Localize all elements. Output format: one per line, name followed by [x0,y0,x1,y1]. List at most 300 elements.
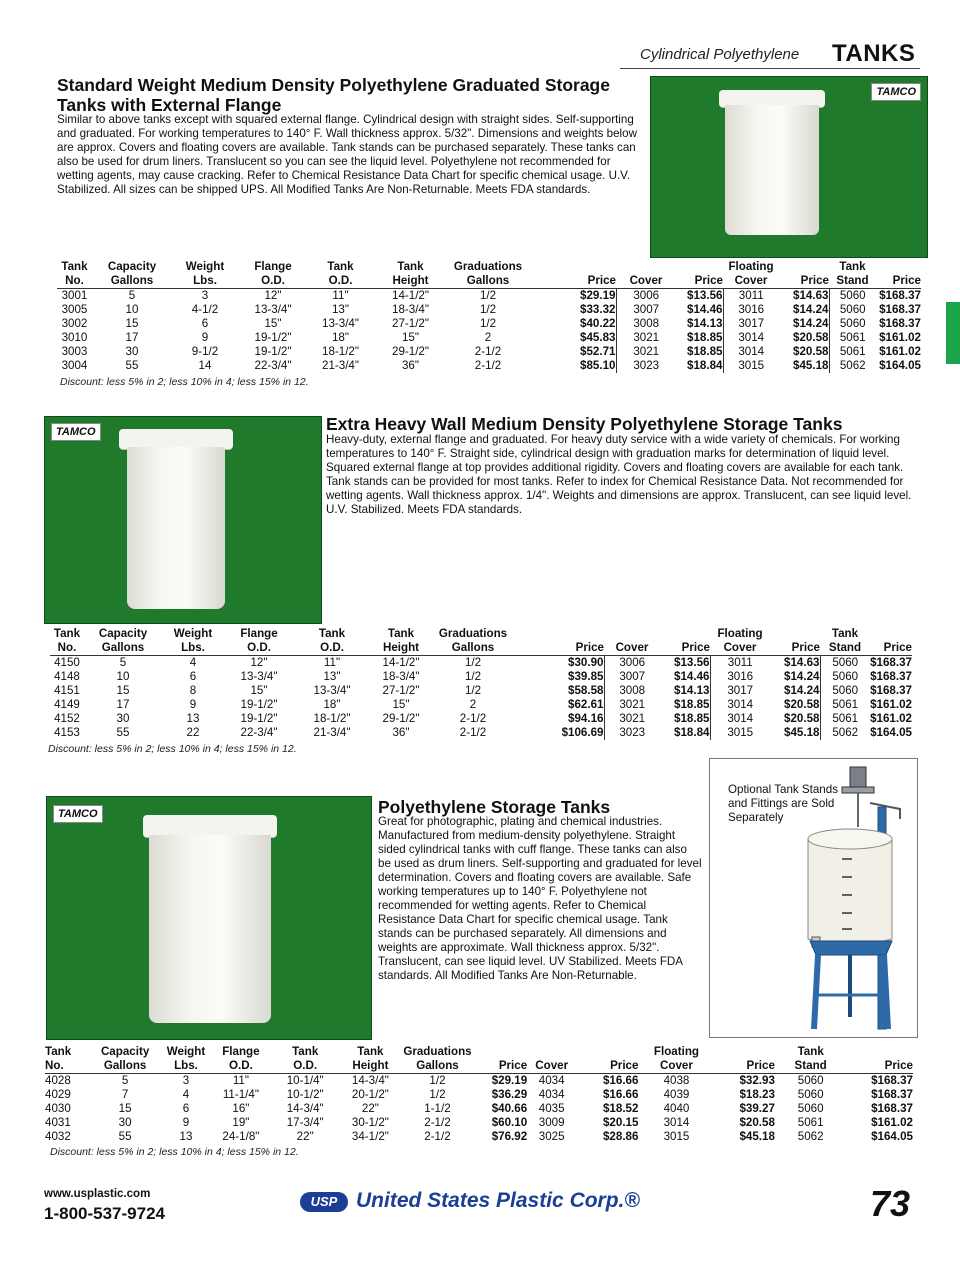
table-cell: 5060 [820,670,870,684]
table-cell: 2-1/2 [424,1116,451,1129]
table-cell: 20-1/2" [351,1088,389,1101]
table-cell: $161.02 [871,1116,913,1129]
col-header: Tank [839,260,866,273]
col-header: Lbs. [172,274,238,289]
table-cell: 3006 [616,289,676,304]
table-cell: 5060 [829,289,876,304]
table-cell: $161.02 [879,345,921,358]
table-cell: 3007 [616,303,676,317]
section3-table-body [45,1074,913,1145]
table-cell: 3025 [538,1130,565,1143]
section3-title: Polyethylene Storage Tanks [378,797,611,817]
tank-lid [119,429,233,449]
table-cell: 2-1/2 [474,359,502,372]
table-cell: 22" [296,1130,314,1143]
col-header: Tank [797,1045,824,1058]
table-cell: 3 [182,1074,190,1087]
table-cell: $168.37 [879,303,921,316]
table-cell: $60.10 [491,1116,528,1129]
tank-lid [143,815,277,837]
table-cell: 3002 [61,317,88,330]
table-cell: 3005 [61,303,88,316]
col-header: Lbs. [162,1059,209,1074]
table-cell: $58.58 [568,684,604,697]
table-cell: 3006 [604,656,660,671]
table-cell: 14-3/4" [286,1102,324,1115]
table-cell: 4029 [45,1088,71,1101]
table-cell: $14.46 [674,670,710,683]
table-cell: 19-1/2" [240,712,278,725]
table-cell: $164.05 [871,1130,913,1143]
col-header: Tank [45,1045,72,1058]
table-cell: $20.58 [793,345,829,358]
table-cell: 21-3/4" [313,726,351,739]
table-cell: 9 [189,698,197,711]
col-header: Stand [820,641,870,656]
col-header: Flange [240,627,278,640]
table-cell: 36" [401,359,419,372]
col-header: Stand [775,1059,847,1074]
table-cell: 3021 [616,331,676,345]
section2-table [50,627,912,740]
section2-product-photo [44,416,322,624]
section1-title-line2: Tanks with External Flange [57,95,282,115]
table-cell: $168.37 [871,1074,913,1087]
table-cell: $168.37 [871,1102,913,1115]
table-cell: 30-1/2" [351,1116,389,1129]
tamco-logo: TAMCO [53,805,103,823]
col-header: O.D. [294,641,370,656]
col-header: No. [45,1059,88,1074]
table-cell: 4040 [663,1102,690,1115]
section2-title: Extra Heavy Wall Medium Density Polyethylene Storage Tanks [326,414,843,434]
col-header: Tank [318,627,346,640]
header-subtitle: Cylindrical Polyethylene [640,46,800,63]
table-cell: $16.66 [602,1088,639,1101]
table-cell: 12" [250,656,268,669]
table-cell: 3008 [604,684,660,698]
section3-description: Great for photographic, plating and chemical industries. Manufactured from medium-density polyethylene. Straight sided cylindrical tanks with cuff flange. These tanks can also be used as drum liners. Self-supporting and graduated for level determination. Covers and floating covers are available. Safe working temperatures up to 140° F. Polyethylene not recommended for wetting agents. Refer to Chemical Resistance Data Chart for specific chemical usage. Tank stands can be purchased separately. All dimensions and weights are approximate. Wall thickness approx. 5/32". Translucent, can see liquid level. UV Stabilized. Meets FDA standards. All Modified Tanks Are Non-Returnable. [378,815,702,982]
table-cell: 15" [264,317,282,330]
table-cell: 13 [179,1130,193,1143]
table-row [57,331,921,345]
col-header: Cover [604,641,660,656]
table-cell: 14-3/4" [351,1074,389,1087]
col-header: Price [714,1059,774,1074]
table-cell: $45.18 [784,726,820,739]
tamco-logo: TAMCO [51,423,101,441]
table-cell: 4151 [54,684,80,697]
table-cell: 30 [118,1116,132,1129]
table-cell: 1/2 [479,289,497,302]
table-cell: 3008 [616,317,676,331]
col-header: Cover [616,274,676,289]
usp-logo-text: USP [310,1194,338,1209]
table-cell: $40.22 [580,317,616,330]
table-cell: 2 [469,698,477,711]
table-cell: 4148 [54,670,80,683]
table-cell: 5060 [829,303,876,317]
table-cell: 9 [201,331,209,344]
tank-stand-drawing [710,759,915,1035]
table-header-row2 [45,1059,913,1074]
table-cell: $45.18 [793,359,829,372]
section1-description: Similar to above tanks except with squared external flange. Cylindrical design with straight sides. Self-supporting and graduated. For working temperatures to 140° F. Wall thickness approx. 5/32". Dimensions and weights below are approx. Covers and floating covers are available. Tank stands can be purchased separately. These tanks can also be used for drum liners. Translucent so you can see the liquid level. Polyethylene not recommended for wetting agents, may cause cracking. Refer to Chemical Resistance Data Chart for specific chemical usage. U.V. Stabilized. All sizes can be shipped UPS. All Modified Tanks Are Non-Returnable. Meets FDA standards. [57,113,637,196]
col-header: Price [870,641,912,656]
table-cell: 16" [232,1102,250,1115]
table-cell: 5 [121,1074,129,1087]
table-cell: $168.37 [879,289,921,302]
col-header: Floating [728,260,774,273]
table-cell: $168.37 [870,656,912,669]
table-cell: 55 [116,726,130,739]
table-cell: 29-1/2" [382,712,420,725]
table-cell: 10 [116,670,130,683]
table-cell: 27-1/2" [392,317,429,330]
table-cell: $13.56 [674,656,710,669]
col-header: Height [373,274,448,289]
table-row [57,345,921,359]
table-cell: 4153 [54,726,80,739]
col-header: Gallons [88,1059,162,1074]
table-cell: $18.85 [687,331,723,344]
table-row [45,1130,913,1144]
table-cell: 18" [331,331,349,344]
tamco-logo: TAMCO [871,83,921,101]
col-header: Price [846,1059,913,1074]
table-cell: 15 [125,317,139,330]
section1-discount: Discount: less 5% in 2; less 10% in 4; less 15% in 12. [60,376,309,388]
header-rule [620,68,920,69]
table-cell: $161.02 [879,331,921,344]
section2-table-body [50,656,912,741]
table-cell: 18-3/4" [382,670,420,683]
usp-logo [300,1192,348,1212]
table-cell: 18-3/4" [392,303,429,316]
table-cell: $39.85 [568,670,604,683]
table-cell: 2-1/2 [459,712,487,725]
table-cell: $14.24 [793,303,829,316]
table-cell: 15" [250,684,268,697]
table-cell: 55 [118,1130,132,1143]
table-cell: 4031 [45,1116,71,1129]
table-cell: 1-1/2 [424,1102,451,1115]
table-cell: 4149 [54,698,80,711]
table-cell: 4028 [45,1074,71,1087]
table-cell: 15" [401,331,419,344]
table-row [50,712,912,726]
table-cell: 30 [116,712,130,725]
table-cell: 3003 [61,345,88,358]
col-header: Price [676,274,723,289]
table-cell: 13-3/4" [240,670,278,683]
table-cell: 3014 [723,331,779,345]
table-cell: 13-3/4" [254,303,292,316]
col-header: Floating [717,627,763,640]
table-cell: 15" [392,698,410,711]
table-header-row1 [45,1045,913,1059]
section1-title [57,75,647,115]
table-cell: 3021 [604,698,660,712]
table-cell: 4038 [663,1074,690,1087]
table-cell: 4-1/2 [191,303,219,316]
page-number: 73 [870,1183,911,1224]
col-header: Graduations [403,1045,472,1058]
table-cell: 17 [125,331,139,344]
table-cell: $161.02 [870,698,912,711]
tank-body [127,447,225,609]
table-cell: 3023 [604,726,660,740]
col-header: Price [660,641,710,656]
table-cell: $85.10 [580,359,616,372]
table-cell: $16.66 [602,1074,639,1087]
table-cell: 5060 [797,1102,824,1115]
table-cell: $18.84 [687,359,723,372]
table-cell: 18-1/2" [313,712,351,725]
table-header-row1 [57,260,921,274]
col-header: No. [50,641,84,656]
table-cell: 12" [264,289,282,302]
col-header: O.D. [308,274,373,289]
table-cell: 4 [189,656,197,669]
table-cell: 3021 [616,345,676,359]
table-cell: 4150 [54,656,80,669]
table-cell: 2 [484,331,492,344]
table-cell: $62.61 [568,698,604,711]
table-cell: 3011 [710,656,770,671]
table-cell: 27-1/2" [382,684,420,697]
table-cell: $76.92 [491,1130,528,1143]
table-row [50,656,912,671]
col-header: O.D. [272,1059,338,1074]
col-header: Stand [829,274,876,289]
section1-table [57,260,921,373]
table-cell: 22 [186,726,200,739]
col-header: Height [338,1059,402,1074]
table-cell: $36.29 [491,1088,528,1101]
table-row [45,1102,913,1116]
col-header: Cover [710,641,770,656]
table-cell: 5060 [797,1088,824,1101]
col-header: Price [472,1059,527,1074]
table-cell: 13" [323,670,341,683]
table-cell: 13 [186,712,200,725]
table-cell: 11" [323,656,341,669]
col-header: No. [57,274,92,289]
table-cell: 5062 [797,1130,824,1143]
table-cell: $14.13 [674,684,710,697]
table-cell: 13" [331,303,349,316]
table-cell: $14.63 [784,656,820,669]
table-cell: 1/2 [429,1074,446,1087]
col-header: Tank [831,627,859,640]
table-cell: 18" [323,698,341,711]
table-header-row1 [50,627,912,641]
table-cell: 15 [118,1102,132,1115]
table-cell: 2-1/2 [424,1130,451,1143]
col-header: Price [576,1059,638,1074]
table-cell: $18.85 [687,345,723,358]
col-header: Tank [387,627,415,640]
col-header: Price [514,641,604,656]
table-cell: 3010 [61,331,88,344]
table-cell: 14-1/2" [392,289,429,302]
table-cell: $28.86 [602,1130,639,1143]
table-cell: 5061 [820,698,870,712]
table-cell: 1/2 [464,684,482,697]
table-cell: 3004 [61,359,88,372]
table-cell: 3 [201,289,209,302]
section3-discount: Discount: less 5% in 2; less 10% in 4; less 15% in 12. [50,1146,299,1158]
col-header: Height [370,641,432,656]
table-cell: $168.37 [879,317,921,330]
table-cell: $13.56 [687,289,723,302]
table-cell: 14-1/2" [382,656,420,669]
table-cell: 1/2 [429,1088,446,1101]
col-header: Price [876,274,921,289]
table-cell: 19-1/2" [254,331,292,344]
table-cell: 5060 [797,1074,824,1087]
table-cell: 2-1/2 [459,726,487,739]
section1-title-line1: Standard Weight Medium Density Polyethylene Graduated Storage [57,75,610,95]
table-cell: $168.37 [870,684,912,697]
table-cell: 5060 [820,656,870,671]
table-cell: $18.85 [674,698,710,711]
table-cell: 22" [361,1102,379,1115]
table-cell: 3001 [61,289,88,302]
table-cell: $94.16 [568,712,604,725]
table-cell: 10-1/4" [286,1074,324,1087]
col-header: Lbs. [162,641,224,656]
table-cell: $39.27 [739,1102,775,1115]
table-row [45,1116,913,1130]
table-cell: 3014 [663,1116,690,1129]
table-header-row2 [57,274,921,289]
tank-body [149,835,271,1023]
table-cell: 3014 [710,698,770,712]
table-cell: $20.58 [793,331,829,344]
table-cell: 1/2 [479,303,497,316]
table-cell: 5061 [829,345,876,359]
table-cell: 11" [332,289,349,302]
col-header: Cover [527,1059,576,1074]
section2-description: Heavy-duty, external flange and graduated. For heavy duty service with a wide variety of chemicals. For working temperatures to 140° F. Straight side, cylindrical design with graduation marks for determination of liquid level. Squared external flange at top provides additional rigidity. Covers and floating covers are available for each tank. Tank stands can be provided for most tanks. Refer to index for Chemical Resistance Data. Not recommended for wetting agents. Wall thickness approx. 1/4". Weights and dimensions are approx. Translucent, can see liquid level. U.V. Stabilized. Meets FDA standards. [326,433,912,516]
col-header: Capacity [100,1045,150,1058]
table-cell: 5060 [829,317,876,331]
table-cell: 21-3/4" [322,359,359,372]
table-cell: 5062 [820,726,870,740]
table-cell: $45.83 [580,331,616,344]
table-cell: $14.24 [784,670,820,683]
table-row [50,698,912,712]
col-header: Graduations [438,627,508,640]
table-cell: 3016 [723,303,779,317]
table-cell: 19-1/2" [254,345,292,358]
tank-stand-illustration [709,758,918,1038]
table-cell: 5 [128,289,136,302]
col-header: Tank [53,627,81,640]
col-header: Capacity [98,627,148,640]
col-header: Price [770,641,820,656]
table-cell: $18.84 [674,726,710,739]
table-cell: 4039 [663,1088,690,1101]
table-cell: 5061 [797,1116,824,1129]
table-cell: 10 [125,303,139,316]
col-header: Tank [397,260,424,273]
table-cell: $14.13 [687,317,723,330]
table-cell: 5062 [829,359,876,373]
table-cell: 10-1/2" [286,1088,324,1101]
col-header: Flange [222,1045,260,1058]
col-header: Price [779,274,829,289]
col-header: Capacity [107,260,157,273]
col-header: Graduations [453,260,523,273]
tank-body [725,105,819,235]
table-cell: 3014 [723,345,779,359]
table-cell: $45.18 [739,1130,775,1143]
section3-table [45,1045,913,1144]
table-cell: 22-3/4" [240,726,278,739]
col-header: Price [528,274,616,289]
table-cell: 3023 [616,359,676,373]
table-cell: $32.93 [739,1074,775,1087]
table-cell: 11" [232,1074,249,1087]
section2-discount: Discount: less 5% in 2; less 10% in 4; less 15% in 12. [48,743,297,755]
table-cell: 55 [125,359,139,372]
table-cell: 3015 [723,359,779,373]
table-cell: 30 [125,345,139,358]
table-cell: 29-1/2" [392,345,429,358]
table-row [57,317,921,331]
table-row [45,1088,913,1102]
col-header: Tank [292,1045,319,1058]
table-row [50,726,912,740]
table-header-row2 [50,641,912,656]
col-header: O.D. [238,274,308,289]
table-cell: 1/2 [479,317,497,330]
col-header: Floating [653,1045,700,1058]
footer-url[interactable]: www.usplastic.com [44,1188,151,1200]
col-header: Tank [327,260,354,273]
table-cell: 3015 [663,1130,690,1143]
col-header: Tank [357,1045,384,1058]
table-cell: 5 [119,656,127,669]
header-title: TANKS [832,40,916,67]
table-row [50,684,912,698]
table-cell: $168.37 [870,670,912,683]
table-cell: 13-3/4" [313,684,351,697]
col-header: Gallons [448,274,528,289]
table-cell: 19-1/2" [240,698,278,711]
section-tab-marker [946,302,960,364]
table-cell: 11-1/4" [222,1088,259,1101]
col-header: Tank [61,260,88,273]
table-cell: 2-1/2 [474,345,502,358]
table-cell: 1/2 [464,670,482,683]
table-cell: 1/2 [464,656,482,669]
table-cell: 3017 [723,317,779,331]
section1-table-body [57,289,921,374]
company-name: United States Plastic Corp.® [356,1189,640,1212]
table-cell: $40.66 [491,1102,528,1115]
col-header: Weight [173,627,213,640]
col-header: Gallons [403,1059,473,1074]
col-header: Gallons [92,274,172,289]
table-cell: 9-1/2 [191,345,219,358]
table-cell: 9 [182,1116,190,1129]
table-cell: 3017 [710,684,770,698]
table-row [57,289,921,304]
